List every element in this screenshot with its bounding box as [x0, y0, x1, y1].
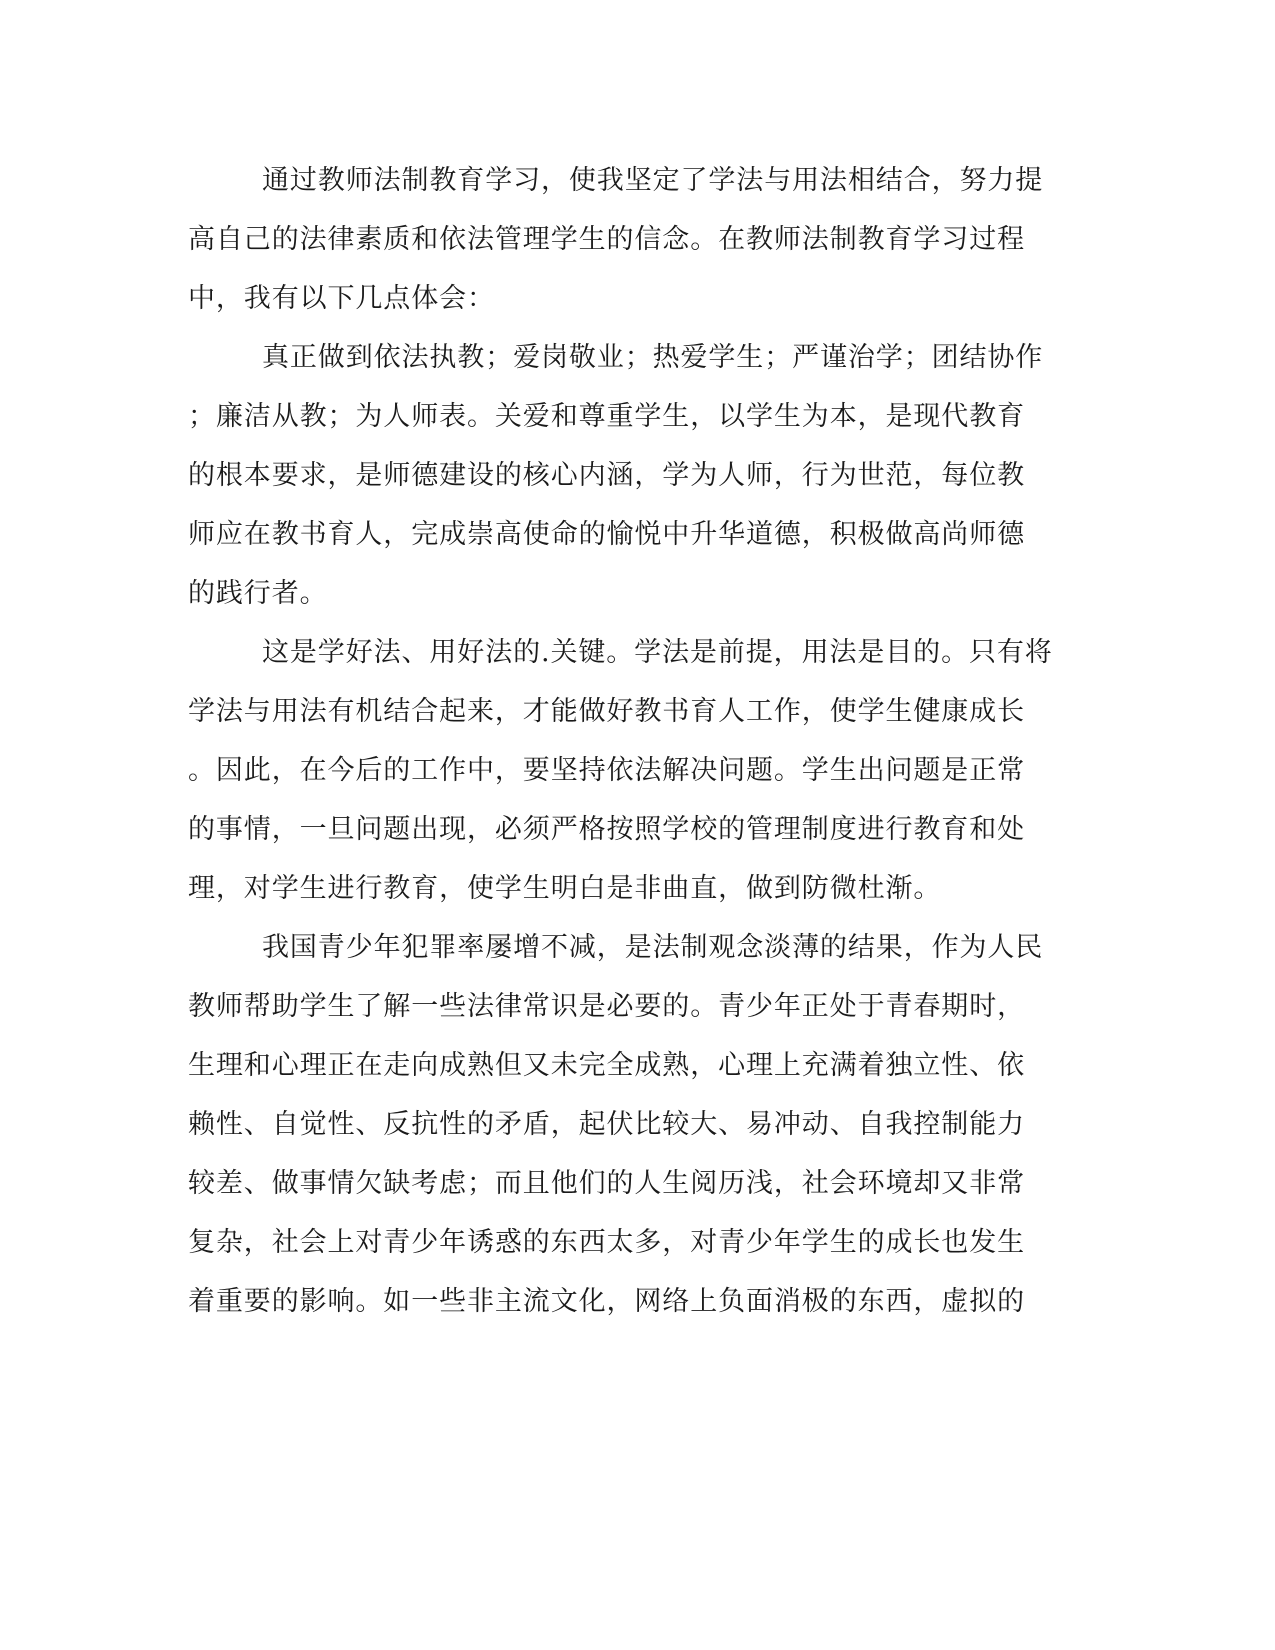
- paragraph-2-line-3: 的根本要求，是师德建设的核心内涵，学为人师，行为世范，每位教: [188, 460, 1025, 491]
- paragraph-2-line-5: 的践行者。: [188, 578, 328, 609]
- paragraph-3-line-5: 理，对学生进行教育，使学生明白是非曲直，做到防微杜渐。: [188, 873, 942, 904]
- paragraph-2-line-1: 真正做到依法执教；爱岗敬业；热爱学生；严谨治学；团结协作: [262, 342, 1044, 373]
- paragraph-4-line-1: 我国青少年犯罪率屡增不减，是法制观念淡薄的结果，作为人民: [262, 932, 1044, 963]
- paragraph-4-line-4: 赖性、自觉性、反抗性的矛盾，起伏比较大、易冲动、自我控制能力: [188, 1109, 1025, 1140]
- paragraph-4-line-7: 着重要的影响。如一些非主流文化，网络上负面消极的东西，虚拟的: [188, 1286, 1025, 1317]
- paragraph-3-line-1: 这是学好法、用好法的.关键。学法是前提，用法是目的。只有将: [262, 637, 1053, 668]
- paragraph-1-line-1: 通过教师法制教育学习，使我坚定了学法与用法相结合，努力提: [262, 165, 1044, 196]
- paragraph-4-line-5: 较差、做事情欠缺考虑；而且他们的人生阅历浅，社会环境却又非常: [188, 1168, 1025, 1199]
- paragraph-2-line-4: 师应在教书育人，完成崇高使命的愉悦中升华道德，积极做高尚师德: [188, 519, 1025, 550]
- paragraph-2-line-2: ；廉洁从教；为人师表。关爱和尊重学生，以学生为本，是现代教育: [188, 401, 1025, 432]
- paragraph-4-line-2: 教师帮助学生了解一些法律常识是必要的。青少年正处于青春期时，: [188, 991, 1025, 1022]
- paragraph-3-line-4: 的事情，一旦问题出现，必须严格按照学校的管理制度进行教育和处: [188, 814, 1025, 845]
- paragraph-3-line-3: 。因此，在今后的工作中，要坚持依法解决问题。学生出问题是正常: [188, 755, 1025, 786]
- paragraph-3-line-2: 学法与用法有机结合起来，才能做好教书育人工作，使学生健康成长: [188, 696, 1025, 727]
- paragraph-4-line-3: 生理和心理正在走向成熟但又未完全成熟，心理上充满着独立性、依: [188, 1050, 1025, 1081]
- paragraph-4-line-6: 复杂，社会上对青少年诱惑的东西太多，对青少年学生的成长也发生: [188, 1227, 1025, 1258]
- paragraph-1-line-3: 中，我有以下几点体会：: [188, 283, 495, 314]
- paragraph-1-line-2: 高自己的法律素质和依法管理学生的信念。在教师法制教育学习过程: [188, 224, 1025, 255]
